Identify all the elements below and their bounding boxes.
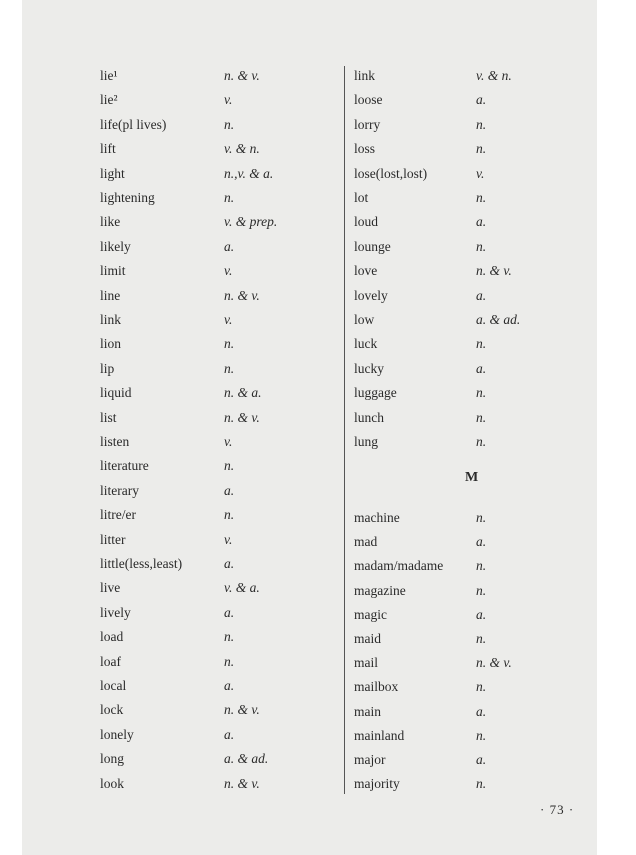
entry-word: lose(lost,lost) (354, 165, 428, 181)
entry-word: madam/madame (354, 558, 444, 574)
entry-word: link (100, 312, 122, 327)
entry-part-of-speech: v. & n. (476, 68, 512, 83)
entry-word: loss (354, 141, 376, 157)
entry-word: lounge (354, 238, 391, 254)
entry-part-of-speech: a. (476, 703, 487, 719)
entry-word: light (100, 165, 125, 181)
entry-word: loaf (100, 653, 121, 669)
entry-part-of-speech: n. & v. (224, 775, 260, 791)
entry-word: maid (354, 631, 381, 646)
entry-part-of-speech: v. (224, 92, 233, 108)
entry-word: low (354, 312, 375, 327)
entry-part-of-speech: n. (224, 360, 235, 376)
entry-word: litter (100, 531, 126, 547)
entry-part-of-speech: n. (476, 385, 487, 401)
entry-word: local (100, 678, 127, 693)
entry-part-of-speech: a. (224, 238, 235, 254)
entry-word: lift (100, 141, 116, 157)
entry-word: life(pl lives) (100, 116, 167, 132)
entry-part-of-speech: a. & ad. (476, 312, 521, 327)
entry-part-of-speech: a. (476, 360, 487, 376)
entry-word: little(less,least) (100, 556, 183, 571)
page-number: · 73 · (540, 802, 575, 817)
entry-part-of-speech: v. (224, 531, 233, 547)
entry-part-of-speech: n. & v. (224, 68, 260, 83)
entry-word: lively (100, 604, 131, 620)
entry-part-of-speech: n. (476, 336, 487, 352)
entry-word: majority (354, 776, 400, 792)
entry-part-of-speech: n. (476, 727, 487, 743)
entry-word: list (100, 409, 117, 425)
entry-word: listen (100, 434, 130, 449)
entry-part-of-speech: n. (224, 458, 235, 474)
entry-part-of-speech: a. (476, 606, 487, 622)
entry-part-of-speech: a. (476, 534, 487, 550)
entry-word: limit (100, 263, 126, 279)
entry-word: load (100, 629, 124, 645)
entry-word: loud (354, 214, 379, 230)
entry-part-of-speech: v. (224, 434, 233, 449)
entry-word: live (100, 580, 121, 596)
entry-word: lie¹ (100, 68, 118, 83)
entry-part-of-speech: a. (224, 604, 235, 620)
entry-part-of-speech: n. & v. (224, 702, 260, 718)
entry-word: major (354, 752, 386, 767)
entry-word: mail (354, 655, 378, 671)
entry-part-of-speech: n. (476, 409, 487, 425)
entry-part-of-speech: n. & v. (476, 655, 512, 671)
entry-part-of-speech: n. (224, 116, 235, 132)
entry-part-of-speech: v. & a. (224, 580, 260, 596)
entry-part-of-speech: n. (476, 116, 487, 132)
entry-word: luggage (354, 385, 397, 401)
entry-word: mainland (354, 727, 405, 743)
entry-part-of-speech: n. (476, 141, 487, 157)
entry-word: likely (100, 238, 131, 254)
entry-part-of-speech: n. (224, 336, 235, 352)
entry-word: loose (354, 92, 383, 108)
entry-word: literature (100, 458, 149, 474)
entry-part-of-speech: n. (476, 238, 487, 254)
entry-word: look (100, 775, 125, 791)
entry-part-of-speech: a. (224, 482, 235, 498)
entry-part-of-speech: n. & v. (224, 287, 260, 303)
entry-part-of-speech: n. & a. (224, 385, 262, 401)
entry-part-of-speech: n. & v. (476, 263, 512, 279)
entry-word: love (354, 263, 378, 279)
entry-word: lie² (100, 92, 118, 108)
entry-word: magazine (354, 582, 406, 598)
entry-word: machine (354, 510, 400, 525)
entry-word: lung (354, 434, 379, 449)
entry-word: lock (100, 702, 124, 718)
entry-part-of-speech: a. (476, 92, 487, 108)
entry-word: luck (354, 336, 378, 352)
entry-word: liquid (100, 385, 132, 401)
entry-word: main (354, 703, 381, 719)
entry-part-of-speech: n. (224, 190, 235, 205)
entry-word: lot (354, 190, 369, 205)
entry-part-of-speech: a. (224, 726, 235, 742)
dictionary-page (22, 0, 597, 855)
entry-word: literary (100, 482, 139, 498)
entry-word: lucky (354, 360, 384, 376)
entry-word: lovely (354, 287, 388, 303)
entry-part-of-speech: n. (476, 558, 487, 574)
entry-part-of-speech: a. (476, 752, 487, 767)
entry-word: mailbox (354, 679, 399, 695)
entry-part-of-speech: a. (476, 214, 487, 230)
column-divider (344, 66, 345, 794)
entry-part-of-speech: n. (224, 629, 235, 645)
entry-part-of-speech: n. (476, 631, 487, 646)
entry-part-of-speech: a. (476, 287, 487, 303)
entry-part-of-speech: v. & n. (224, 141, 260, 157)
entry-word: like (100, 214, 121, 230)
entry-word: lightening (100, 190, 155, 205)
entry-part-of-speech: n. (476, 434, 487, 449)
entry-word: magic (354, 606, 387, 622)
entry-part-of-speech: n. (476, 776, 487, 792)
entry-word: litre/er (100, 507, 136, 523)
entry-word: lion (100, 336, 122, 352)
entry-part-of-speech: n. & v. (224, 409, 260, 425)
entry-word: lorry (354, 116, 381, 132)
entry-part-of-speech: n. (476, 582, 487, 598)
entry-word: lonely (100, 726, 134, 742)
entry-word: mad (354, 534, 378, 550)
entry-word: link (354, 68, 376, 83)
entry-part-of-speech: v. & prep. (224, 214, 278, 230)
entry-part-of-speech: n. (224, 507, 235, 523)
entry-part-of-speech: n.,v. & a. (224, 165, 274, 181)
entry-word: line (100, 287, 121, 303)
entry-part-of-speech: a. & ad. (224, 751, 269, 767)
entry-part-of-speech: v. (224, 263, 233, 279)
entry-part-of-speech: a. (224, 678, 235, 693)
entry-part-of-speech: n. (224, 653, 235, 669)
entry-part-of-speech: n. (476, 679, 487, 695)
entry-word: lunch (354, 409, 384, 425)
entry-part-of-speech: v. (476, 165, 485, 181)
entry-part-of-speech: a. (224, 556, 235, 571)
entry-part-of-speech: v. (224, 312, 233, 327)
entry-part-of-speech: n. (476, 190, 487, 205)
entry-word: long (100, 751, 125, 767)
entry-word: lip (100, 360, 115, 376)
entry-part-of-speech: n. (476, 510, 487, 525)
section-heading-m: M (465, 470, 479, 485)
